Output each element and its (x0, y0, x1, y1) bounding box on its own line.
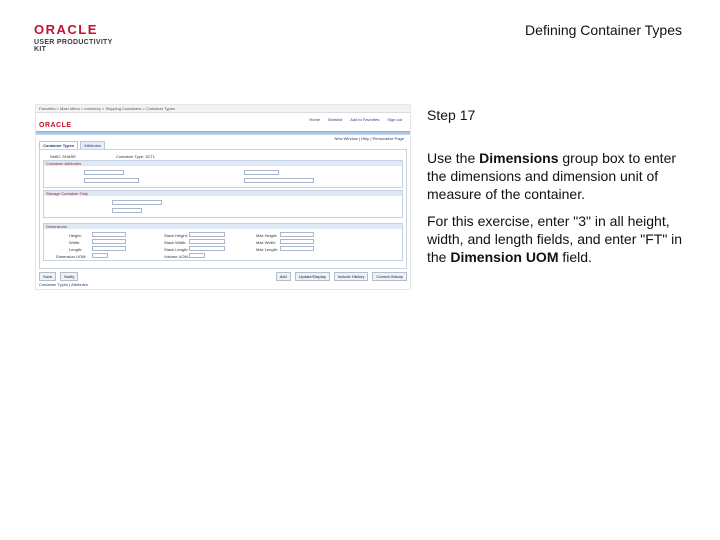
menu-favorites[interactable]: Add to Favorites (350, 117, 380, 122)
setid-label: SetID: (50, 154, 62, 159)
stack-height-label: Stack Height: (164, 233, 188, 238)
setid-value: SHARE (62, 154, 77, 159)
length-field[interactable] (92, 246, 126, 251)
logo-product: USER PRODUCTIVITY KIT (34, 39, 113, 53)
type-value: 3CTL (145, 154, 156, 159)
group-header: Storage Container Only (44, 191, 402, 196)
button-bar (39, 272, 407, 280)
max-width-label: Max Width: (256, 240, 277, 245)
stack-height-field[interactable] (189, 232, 225, 237)
oracle-app-logo: ORACLE (39, 122, 72, 129)
stack-length-field[interactable] (189, 246, 225, 251)
stack-length-label: Stack Length: (164, 247, 189, 252)
length-label: Length: (69, 247, 83, 252)
step-label: Step 17 (427, 107, 476, 123)
dimensions-term: Dimensions (479, 150, 559, 166)
status-field[interactable] (244, 170, 279, 175)
container-attributes-group (43, 160, 403, 188)
stack-width-label: Stack Width: (164, 240, 187, 245)
save-button[interactable]: Save (39, 272, 56, 281)
text: group box to enter the dimensions and dimension unit of measure of the container. (427, 150, 677, 202)
page-links[interactable]: New Window | Help | Personalize Page (334, 136, 404, 141)
top-menu (309, 117, 402, 122)
page-title: Defining Container Types (525, 22, 682, 38)
group-header: Container Attributes (44, 161, 402, 166)
menu-signout[interactable]: Sign out (387, 117, 402, 122)
height-field[interactable] (92, 232, 126, 237)
attribute-field[interactable] (84, 170, 124, 175)
max-height-field[interactable] (280, 232, 314, 237)
storage-container-group (43, 190, 403, 218)
add-button[interactable]: Add (276, 272, 291, 281)
volume-uom-label: Volume UOM: (164, 254, 189, 259)
group-header: Dimensions (44, 224, 402, 229)
volume-uom-field[interactable] (189, 253, 205, 258)
footer-links[interactable]: Container Types | Attributes (39, 282, 88, 287)
form-content (39, 149, 407, 269)
max-width-field[interactable] (280, 239, 314, 244)
tab-attributes[interactable]: Attributes (80, 141, 105, 150)
max-height-label: Max Height: (256, 233, 278, 238)
update-display-button[interactable]: Update/Display (295, 272, 330, 281)
description-field[interactable] (84, 178, 139, 183)
instruction-paragraph-2 (427, 212, 697, 266)
storage-selection-field[interactable] (112, 200, 162, 205)
type-label: Container Type: (116, 154, 145, 159)
breadcrumb: Favorites > Main Menu > Inventory > Shipping Containers > Container Types (36, 105, 410, 113)
dimensions-group (43, 223, 403, 261)
dimension-uom-field[interactable] (92, 253, 108, 258)
text: field. (558, 249, 592, 265)
dimension-uom-label: Dimension UOM: (56, 254, 87, 259)
width-field[interactable] (92, 239, 126, 244)
menu-home[interactable]: Home (309, 117, 321, 122)
max-length-field[interactable] (280, 246, 314, 251)
text: Use the (427, 150, 480, 166)
instruction-paragraph-1 (427, 149, 697, 203)
max-length-label: Max Length: (256, 247, 279, 252)
width-label: Width: (69, 240, 81, 245)
key-row (50, 154, 155, 159)
application-screenshot (35, 104, 411, 290)
header-bar (36, 131, 410, 135)
notify-button[interactable]: Notify (60, 272, 78, 281)
lot-id-type-field[interactable] (244, 178, 314, 183)
logo-brand: ORACLE (34, 22, 98, 37)
dimension-uom-term: Dimension UOM (450, 249, 559, 265)
menu-worklist[interactable]: Worklist (328, 117, 343, 122)
tab-container-types[interactable]: Container Types (39, 141, 78, 150)
text: For this exercise, enter "3" in all height, width, and length fields, and enter "FT" in the (427, 213, 683, 265)
correct-history-button[interactable]: Correct History (372, 272, 407, 281)
oracle-upk-logo (34, 22, 124, 53)
stack-width-field[interactable] (189, 239, 225, 244)
unit-id-field[interactable] (112, 208, 142, 213)
include-history-button[interactable]: Include History (334, 272, 368, 281)
height-label: Height: (69, 233, 82, 238)
